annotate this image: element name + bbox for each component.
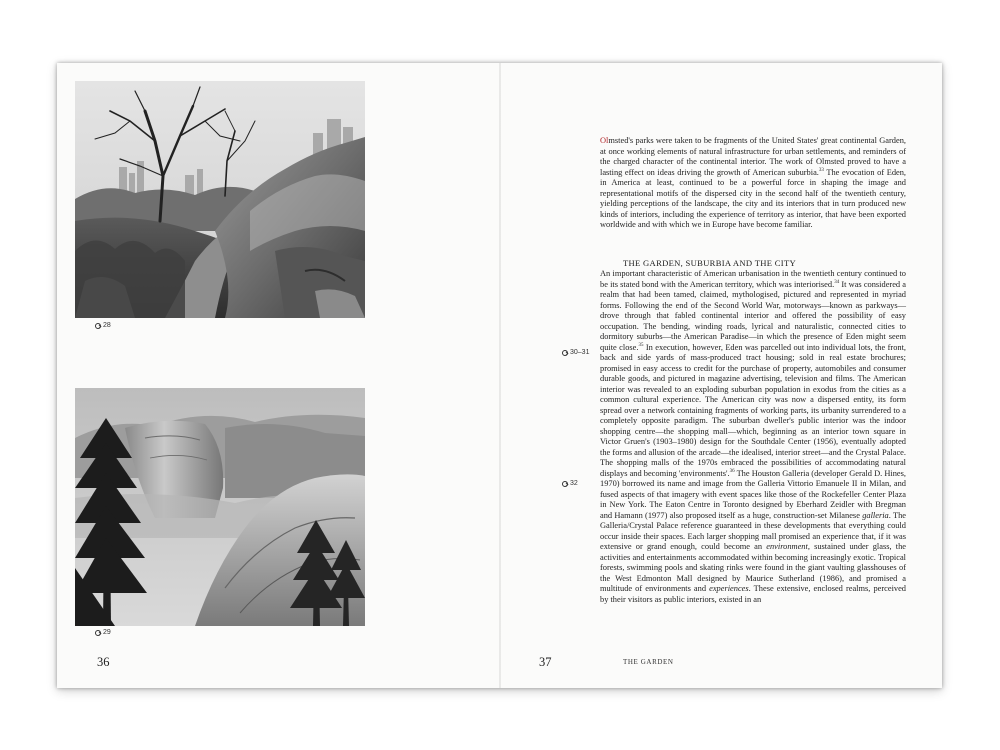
valley-cliffs-image — [75, 388, 365, 626]
figure-30-31-ref — [562, 349, 589, 356]
park-rocks-image — [75, 81, 365, 318]
footnote-ref: 33 — [818, 167, 824, 173]
red-lead-letters: Ol — [600, 136, 609, 145]
page-number-left: 36 — [97, 655, 110, 669]
arrow-circle-icon — [562, 350, 568, 356]
figure-30-31-ref-number: 30–31 — [570, 349, 590, 356]
figure-32-ref-number: 32 — [570, 480, 578, 487]
running-head: THE GARDEN — [623, 658, 674, 666]
book-gutter — [499, 63, 501, 688]
footnote-ref: 36 — [729, 468, 735, 474]
figure-28-ref-number: 28 — [103, 322, 111, 329]
figure-28-ref — [95, 322, 111, 329]
figure-29-photo — [75, 388, 365, 626]
figure-28-photo — [75, 81, 365, 318]
body-paragraph-1: Olmsted's parks were taken to be fragments of the United States' great continental Garden, at once working elements of natural infrastructure for urban settlements, and reminders of the charged character of the continental interior. The work of Olmsted proved to have a lasting effect on ideas driving the growth of American suburbia.$^{33}$ The evocation of Eden, in America at least, continued to be a powerful force in shaping the image and representational motifs of the dispersed city in the second half of the twentieth century, yielding perceptions of the landscape, the city and its interiors that in turn produced new kinds of interiors, including the experience of territory as interior, that have been exported worldwide and with which we in Europe have become familiar. — [600, 136, 907, 229]
arrow-circle-icon — [562, 481, 568, 487]
figure-32-ref — [562, 480, 578, 487]
figure-29-ref — [95, 629, 111, 636]
figure-29-ref-number: 29 — [103, 629, 111, 636]
arrow-circle-icon — [95, 323, 101, 329]
book-spread — [57, 63, 942, 688]
arrow-circle-icon — [95, 630, 101, 636]
page-number-right: 37 — [539, 655, 552, 669]
footnote-ref: 34 — [834, 279, 840, 285]
body-paragraph-2: An important characteristic of American urbanisation in the twentieth century continued to be its stated bond with the American territory, which was interiorised.$^{34}$ It was considered a realm that had been tamed, claimed, mythologised, pictured and represented in myriad forms. Following the end of the Second World War, motorways—known as parkways—drove through that fabled continental interior and offered the possibility of easy occupation. The bending, winding roads, lyrical and naturalistic, connected cities to dormitory suburbs—the American Paradise—in which the presence of Eden might seem quite close.$^{35}$ In execution, however, Eden was parcelled out into individual lots, the front, back and side yards of mass-produced tract housing; sold in real estate brochures; promised in easy access to credit for the purchase of property, automobiles and consumer durable goods, and pictured in magazine advertising, television and films. The American interior was revealed to an exploding suburban population in exodus from the cities as a common cultural experience. The American city was now a dispersed entity, its form spread over a network containing fragments of working parts, its urbanity surrendered to a completely opposite paradigm. The suburban dweller's public interior was the indoor shopping centre—the shopping mall—which, beginning as an interior town square in Victor Gruen's (1903–1980) design for the Southdale Center (1956), eventually adopted the forms and allusion of the arcade—the idealised, interior street—and the Crystal Palace. The shopping malls of the 1970s embraced the possibilities of accommodating natural displays and becoming 'environments'.$^{36}$ The Houston Galleria (developer Gerald D. Hines, 1970) borrowed its name and image from the Galleria Vittorio Emanuele II in Milan, and fused aspects of that imagery with event spaces like those of the Rockefeller Center Plaza in New York. The Eaton Centre in Toronto designed by Eberhard Zeidler with Bregman and Hamann (1977) also proposed itself as a huge, construction-set Milanese galleria. The Galleria/Crystal Palace reference guaranteed in these developments that everything could occur inside their spaces. Each larger shopping mall promised an experience that, if it was extensive or grand enough, could become an environment, sustained under glass, the activities and entertainments accommodated within becoming increasingly exotic. Tropical forests, swimming pools and skating rinks were found in the giant vaulting glasshouses of the West Edmonton Mall designed by Maurice Sutherland (1986), and promised a multitude of environments and experiences. These extensive, enclosed realms, perceived by their visitors as public interiors, existed in an — [600, 269, 906, 604]
section-heading: THE GARDEN, SUBURBIA AND THE CITY — [623, 258, 797, 268]
footnote-ref: 35 — [638, 342, 644, 348]
